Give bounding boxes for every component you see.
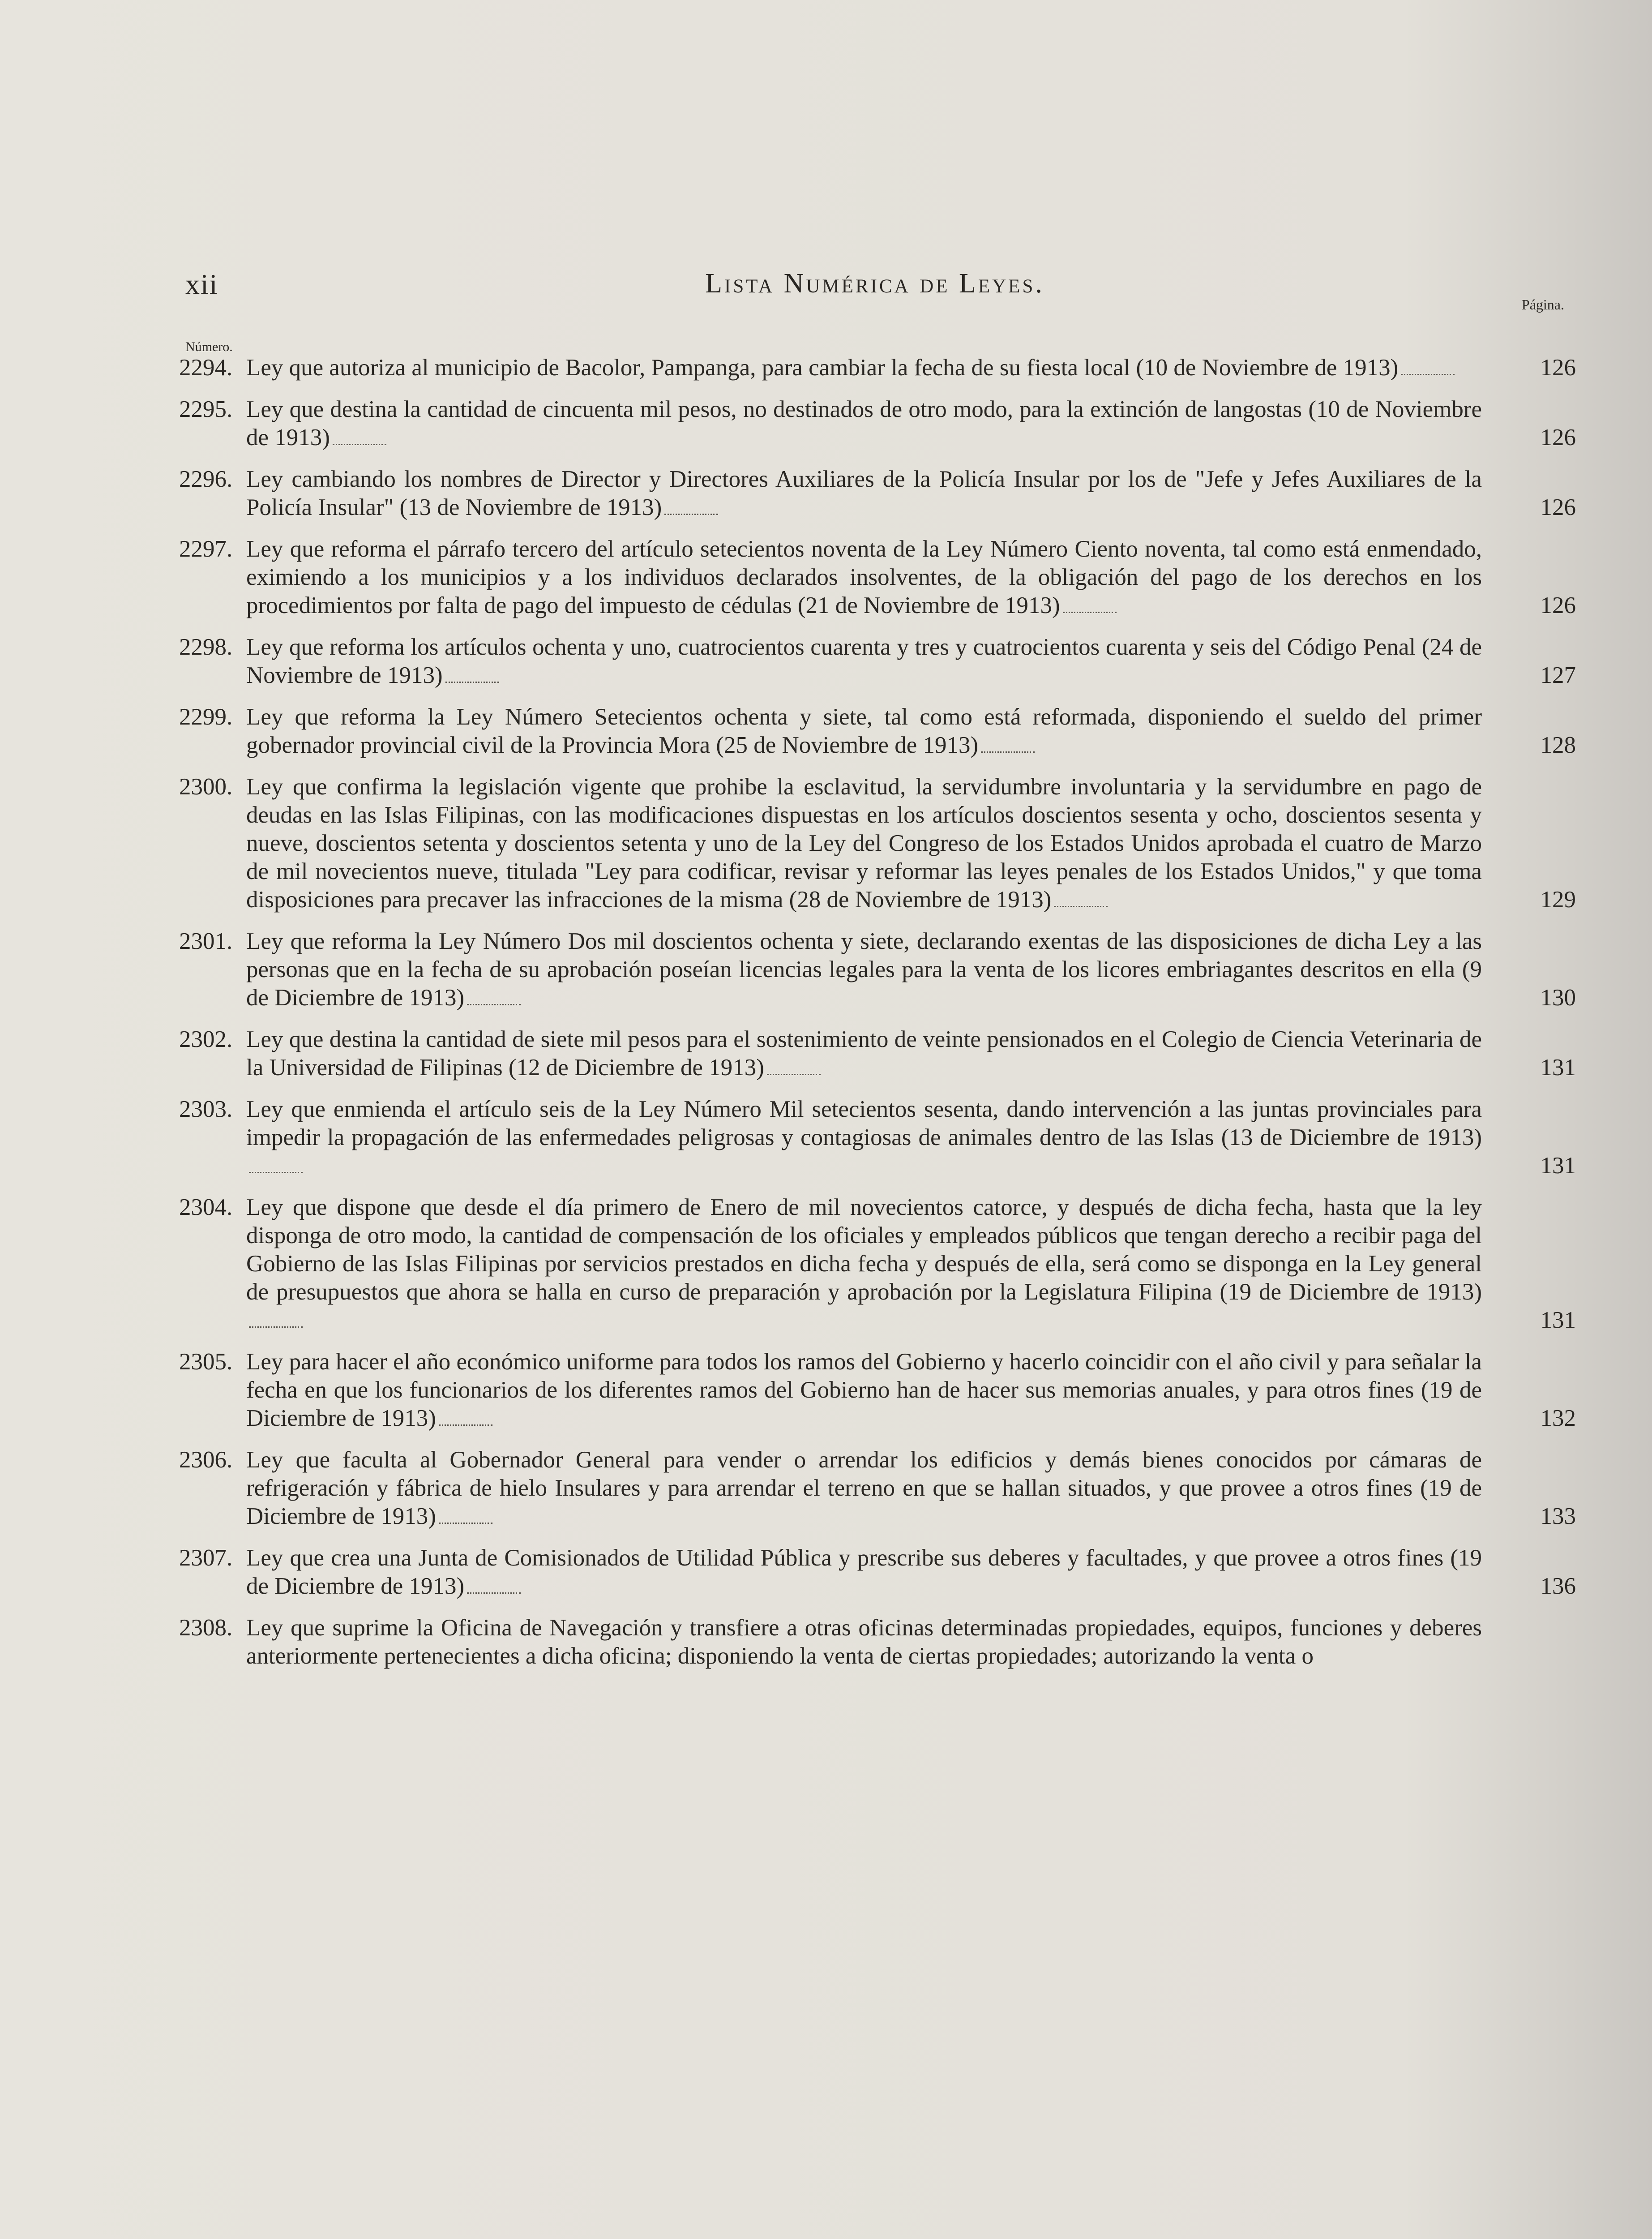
entry-number: 2306. [179,1447,233,1473]
entry-number: 2296. [179,466,233,492]
list-item [179,773,1576,914]
entry-text: Ley que autoriza al municipio de Bacolor, Pampanga, para cambiar la fecha de su fiesta local (10 de Noviembre de 1913) [246,355,1399,381]
list-item [179,1446,1576,1531]
entry-page-number: 131 [1540,1307,1576,1333]
column-label-number: Número. [185,339,233,354]
list-item [179,1095,1576,1180]
running-title: Lista Numérica de Leyes. [705,268,1044,299]
entry-number: 2307. [179,1545,233,1571]
entry-number: 2304. [179,1194,233,1220]
list-item [179,1614,1576,1670]
list-item [179,1193,1576,1334]
entry-text: Ley que confirma la legislación vigente que prohibe la esclavitud, la servidumbre involuntaria y la servidumbre en pago de deudas en las Islas Filipinas, con las modificaciones dispuestas en los artículos doscientos sesenta y ocho, doscientos sesenta y nueve, doscientos setenta y doscientos setenta y uno de la Ley del Congreso de los Estados Unidos aprobada el cuatro de Marzo de mil novecientos nueve, titulada "Ley para codificar, revisar y reformar las leyes penales de los Estados Unidos," y que toma disposiciones para precaver las infracciones de la misma (28 de Noviembre de 1913) [246,774,1482,913]
entry-page-number: 132 [1540,1405,1576,1431]
entry-page-number: 126 [1540,355,1576,381]
dot-leader [767,1074,821,1075]
entry-page-number: 131 [1540,1055,1576,1081]
entry-page-number: 127 [1540,662,1576,688]
list-item [179,927,1576,1012]
dot-leader [981,751,1035,753]
list-item [179,395,1576,452]
list-item [179,633,1576,690]
law-entry-list [179,354,1576,1684]
dot-leader [1063,612,1117,613]
dot-leader [1054,906,1108,907]
entry-text: Ley cambiando los nombres de Director y Directores Auxiliares de la Policía Insular por los de "Jefe y Jefes Auxiliares de la Policía Insular" (13 de Noviembre de 1913) [246,466,1482,520]
dot-leader [333,444,386,445]
entry-number: 2308. [179,1615,233,1641]
entry-text: Ley que destina la cantidad de cincuenta mil pesos, no destinados de otro modo, para la extinción de langostas (10 de Noviembre de 1913) [246,396,1482,450]
dot-leader [249,1172,303,1173]
list-item [179,703,1576,759]
entry-number: 2302. [179,1026,233,1052]
dot-leader [249,1326,303,1328]
dot-leader [439,1523,492,1524]
entry-page-number: 128 [1540,732,1576,758]
list-item [179,465,1576,522]
entry-number: 2303. [179,1096,233,1122]
entry-text: Ley que dispone que desde el día primero de Enero de mil novecientos catorce, y después de dicha fecha, hasta que la ley disponga de otro modo, la cantidad de compensación de los oficiales y empleados públicos que tengan derecho a recibir paga del Gobierno de las Islas Filipinas por servicios prestados en dicha fecha y después de ella, será como se disponga en la Ley general de presupuestos que ahora se halla en curso de preparación y aprobación por la Legislatura Filipina (19 de Diciembre de 1913) [246,1194,1482,1305]
entry-number: 2300. [179,774,233,800]
dot-leader [664,514,718,515]
column-label-page: Página. [1521,296,1564,313]
entry-number: 2301. [179,928,233,954]
entry-number: 2299. [179,704,233,730]
dot-leader [1401,374,1455,375]
list-item [179,1544,1576,1600]
entry-text: Ley que crea una Junta de Comisionados de Utilidad Pública y prescribe sus deberes y facultades, y que provee a otros fines (19 de Diciembre de 1913) [246,1545,1482,1599]
entry-page-number: 126 [1540,592,1576,618]
dot-leader [467,1004,521,1005]
entry-text: Ley que destina la cantidad de siete mil pesos para el sostenimiento de veinte pensionados en el Colegio de Ciencia Veterinaria de la Universidad de Filipinas (12 de Diciembre de 1913) [246,1026,1482,1081]
entry-text: Ley que reforma el párrafo tercero del artículo setecientos noventa de la Ley Número Ciento noventa, tal como está enmendado, eximiendo a los municipios y a los individuos declarados insolventes, de la obligación del pago de los derechos en los procedimientos por falta de pago del impuesto de cédulas (21 de Noviembre de 1913) [246,536,1482,618]
entry-text: Ley que reforma la Ley Número Setecientos ochenta y siete, tal como está reformada, disponiendo el sueldo del primer gobernador provincial civil de la Provincia Mora (25 de Noviembre de 1913) [246,704,1482,758]
entry-page-number: 126 [1540,425,1576,450]
list-item [179,1348,1576,1433]
entry-text: Ley que suprime la Oficina de Navegación y transfiere a otras oficinas determinadas propiedades, equipos, funciones y deberes anteriormente pertenecientes a dicha oficina; disponiendo la venta de ciertas propiedades; autorizando la venta o [246,1615,1482,1669]
entry-text: Ley que faculta al Gobernador General para vender o arrendar los edificios y demás bienes conocidos por cámaras de refrigeración y fábrica de hielo Insulares y para arrendar el terreno en que se hallan situados, y que provee a otros fines (19 de Diciembre de 1913) [246,1447,1482,1529]
entry-number: 2305. [179,1349,233,1375]
entry-number: 2298. [179,634,233,660]
entry-text: Ley para hacer el año económico uniforme para todos los ramos del Gobierno y hacerlo coincidir con el año civil y para señalar la fecha en que los funcionarios de los diferentes ramos del Gobierno han de hacer sus memorias anuales, y para otros fines (19 de Diciembre de 1913) [246,1349,1482,1431]
entry-page-number: 131 [1540,1153,1576,1179]
entry-page-number: 129 [1540,887,1576,913]
column-labels [185,296,1564,354]
list-item [179,1025,1576,1082]
entry-text: Ley que reforma la Ley Número Dos mil doscientos ochenta y siete, declarando exentas de las disposiciones de dicha Ley a las personas que en la fecha de su aprobación poseían licencias legales para la venta de los licores embriagantes descritos en ella (9 de Diciembre de 1913) [246,928,1482,1011]
page-number: xii [185,268,218,300]
dot-leader [439,1424,492,1426]
entry-page-number: 130 [1540,985,1576,1011]
entry-number: 2294. [179,355,233,381]
dot-leader [467,1592,521,1594]
entry-page-number: 126 [1540,494,1576,520]
entry-page-number: 136 [1540,1573,1576,1599]
dot-leader [445,682,499,683]
entry-text: Ley que enmienda el artículo seis de la Ley Número Mil setecientos sesenta, dando intervención a las juntas provinciales para impedir la propagación de las enfermedades peligrosas y contagiosas de animales dentro de las Islas (13 de Diciembre de 1913) [246,1096,1482,1150]
list-item [179,354,1576,382]
list-item [179,535,1576,620]
entry-page-number: 133 [1540,1503,1576,1529]
entry-number: 2295. [179,396,233,422]
entry-text: Ley que reforma los artículos ochenta y uno, cuatrocientos cuarenta y tres y cuatrocientos cuarenta y seis del Código Penal (24 de Noviembre de 1913) [246,634,1482,688]
entry-number: 2297. [179,536,233,562]
